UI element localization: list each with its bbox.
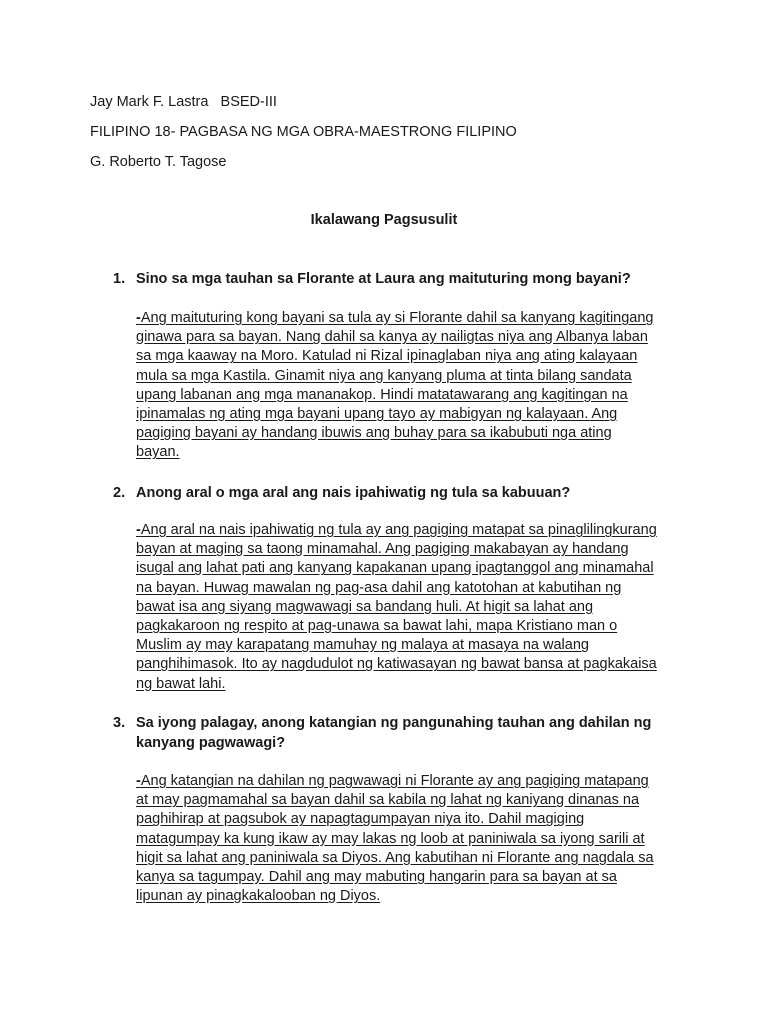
question-text: Sa iyong palagay, anong katangian ng pangunahing tauhan ang dahilan ng kanyang pagwawagi? — [136, 715, 652, 751]
answer-line: panghihimasok. Ito ay nagdudulot ng katiwasayan ng bawat bansa at pagkakaisa — [136, 656, 657, 673]
question-2 — [113, 484, 693, 504]
answer-line: bayan. — [136, 444, 180, 461]
answer-2 — [136, 521, 696, 694]
answer-line: ipinamalas ng ating mga bayani upang tayo ay mabigyan ng kalayaan. Ang — [136, 405, 618, 422]
answer-line: paghihirap at pagsubok ay napagtagumpayan niya ito. Dahil magiging — [136, 811, 585, 828]
answer-line: pagiging bayani ay handang ibuwis ang buhay para sa ikabubuti nga ating — [136, 425, 612, 442]
question-3 — [113, 714, 693, 753]
answer-line: ginawa para sa bayan. Nang dahil sa kanya ay nailigtas niya ang Albanya laban — [136, 329, 648, 346]
answer-line: higit sa lahat ang paniniwala sa Diyos. Ang kabutihan ni Florante ang nagdala sa — [136, 849, 654, 866]
answer-dash: - — [136, 522, 141, 538]
answer-line: lipunan ay pinagkakalooban ng Diyos. — [136, 888, 381, 905]
answer-dash: - — [136, 773, 141, 789]
answer-line: sa mga kaaway na Moro. Katulad ni Rizal ipinaglaban niya ang ating kalayaan — [136, 348, 638, 365]
question-1 — [113, 270, 693, 290]
teacher-line: G. Roberto T. Tagose — [90, 154, 227, 170]
answer-line: pagkakaroon ng respito at pag-unawa sa bawat lahi, mapa Kristiano man o — [136, 617, 618, 634]
answer-line: matagumpay ka kung ikaw ay may lakas ng loob at paniniwala sa iyong sarili at — [136, 830, 645, 847]
student-name-line: Jay Mark F. Lastra BSED-III — [90, 94, 277, 110]
answer-line: upang labanan ang mga mananakop. Hindi matatawarang ang kagitingan na — [136, 386, 628, 403]
answer-line: -Ang maituturing kong bayani sa tula ay si Florante dahil sa kanyang kagitingang — [136, 310, 654, 326]
question-number: 1. — [113, 271, 126, 287]
answer-line: mula sa mga Kastila. Ginamit niya ang kanyang pluma at tinta bilang sandata — [136, 367, 632, 384]
question-number: 3. — [113, 715, 126, 731]
answer-line: Muslim ay may karapatang mamuhay ng malaya at masaya na walang — [136, 637, 589, 654]
answer-line: bayan at maging sa taong minamahal. Ang pagiging makabayan ay handang — [136, 541, 629, 558]
answer-line: kanya sa tagumpay. Dahil ang may mabuting hangarin para sa bayan at sa — [136, 868, 617, 885]
course-line: FILIPINO 18- PAGBASA NG MGA OBRA-MAESTRONG FILIPINO — [90, 124, 517, 140]
answer-line: na bayan. Huwag mawalan ng pag-asa dahil ang katotohan at kabutihan ng — [136, 579, 622, 596]
answer-dash: - — [136, 310, 141, 326]
answer-line: isugal ang lahat pati ang kanyang kapakanan upang ipagtanggol ang minamahal — [136, 560, 654, 577]
answer-3 — [136, 772, 696, 906]
answer-1 — [136, 309, 696, 463]
question-text: Sino sa mga tauhan sa Florante at Laura ang maituturing mong bayani? — [136, 271, 631, 287]
answer-line: -Ang aral na nais ipahiwatig ng tula ay ang pagiging matapat sa pinaglilingkurang — [136, 522, 657, 538]
answer-line: -Ang katangian na dahilan ng pagwawagi ni Florante ay ang pagiging matapang — [136, 773, 649, 789]
question-number: 2. — [113, 485, 126, 501]
question-text: Anong aral o mga aral ang nais ipahiwatig ng tula sa kabuuan? — [136, 485, 571, 501]
answer-line: at may pagmamahal sa bayan dahil sa kabila ng lahat ng kaniyang dinanas na — [136, 792, 640, 809]
answer-line: bawat isa ang siyang magwawagi sa bandang huli. At higit sa lahat ang — [136, 598, 594, 615]
answer-line: ng bawat lahi. — [136, 675, 226, 692]
document-title: Ikalawang Pagsusulit — [310, 212, 458, 228]
